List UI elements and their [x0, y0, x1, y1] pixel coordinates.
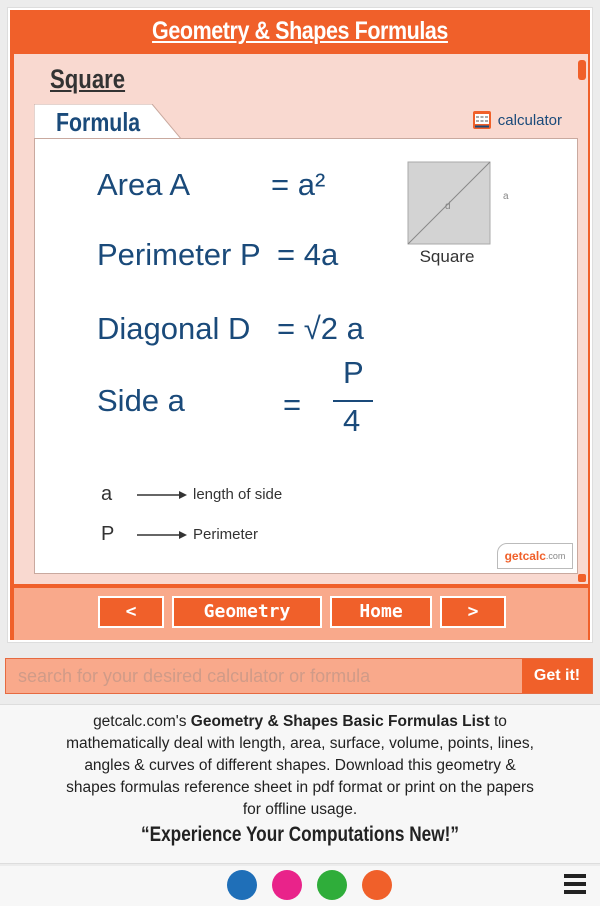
color-dot-blue[interactable]	[227, 870, 257, 900]
side-label: a	[503, 191, 509, 202]
arrow-right-icon	[137, 530, 187, 540]
description-panel	[0, 704, 600, 864]
shape-title: Square	[50, 64, 126, 94]
getcalc-logo[interactable]	[497, 543, 573, 569]
page-title[interactable]: Geometry & Shapes Formulas	[152, 17, 448, 45]
tagline: “Experience Your Computations New!”	[140, 823, 459, 846]
nav-bar	[14, 588, 588, 640]
formula-area-label: Area A	[97, 167, 191, 202]
brand-suffix: .com	[545, 551, 566, 561]
formula-diagonal-expression: = √2 a	[277, 311, 364, 346]
fraction-bar	[333, 400, 373, 402]
footer	[0, 866, 600, 906]
brand-prefix: getcalc	[504, 549, 546, 563]
search-button[interactable]: Get it!	[522, 659, 592, 693]
formula-perimeter-label: Perimeter P	[97, 237, 261, 272]
legend-item	[101, 483, 282, 506]
description-intro: getcalc.com's	[93, 713, 191, 730]
formula-diagonal-label: Diagonal D	[97, 311, 251, 346]
calculator-link[interactable]	[472, 110, 562, 130]
formula-side-numerator: P	[343, 355, 364, 390]
search-bar	[5, 658, 593, 694]
diagonal-label: d	[445, 201, 451, 212]
color-dot-pink[interactable]	[272, 870, 302, 900]
legend-item	[101, 523, 258, 546]
hamburger-menu-icon[interactable]	[564, 874, 586, 896]
tab-formula[interactable]	[34, 104, 184, 138]
scrollbar-bottom[interactable]	[578, 574, 586, 582]
formula-side-denominator: 4	[343, 403, 361, 438]
formula-sheet-panel	[14, 54, 588, 584]
prev-button[interactable]: <	[98, 596, 164, 628]
formula-box	[34, 138, 578, 574]
color-dot-orange[interactable]	[362, 870, 392, 900]
arrow-right-icon	[137, 490, 187, 500]
category-button[interactable]: Geometry	[172, 596, 322, 628]
tab-formula-label: Formula	[56, 107, 141, 137]
description-body: to mathematically deal with length, area, surface, volume, points, lines, angles & curves of different shapes. Download this geometry & shapes formulas reference sheet in pdf format or print on the papers for offline usage.	[66, 713, 534, 818]
legend-symbol: a	[101, 483, 113, 505]
search-input[interactable]	[6, 659, 522, 693]
legend-text: Perimeter	[193, 526, 259, 543]
formula-side-equals: =	[283, 387, 302, 422]
formula-area-expression: = a²	[271, 167, 326, 202]
scrollbar-thumb[interactable]	[578, 60, 586, 80]
diagram-caption: Square	[419, 247, 475, 266]
formula-side-label: Side a	[97, 383, 185, 418]
formula-perimeter-expression: = 4a	[277, 237, 339, 272]
legend-text: length of side	[193, 486, 283, 503]
legend-symbol: P	[101, 523, 115, 545]
formula-card	[8, 8, 592, 642]
home-button[interactable]: Home	[330, 596, 432, 628]
color-dot-green[interactable]	[317, 870, 347, 900]
description-bold: Geometry & Shapes Basic Formulas List	[190, 713, 490, 730]
next-button[interactable]: >	[440, 596, 506, 628]
calculator-icon	[472, 110, 492, 130]
calculator-link-label: calculator	[497, 111, 562, 129]
